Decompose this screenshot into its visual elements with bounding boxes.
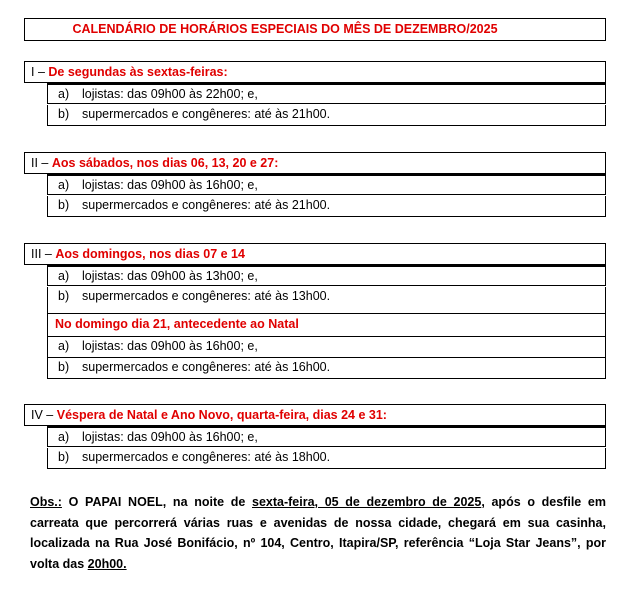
item-letter: a) (58, 339, 70, 353)
item-letter: b) (58, 360, 70, 374)
page-title: CALENDÁRIO DE HORÁRIOS ESPECIAIS DO MÊS DE DEZEMBRO/2025 (24, 18, 606, 41)
list-item (47, 174, 606, 195)
item-letter: b) (58, 289, 70, 303)
section-header-1 (24, 61, 606, 83)
item-text: lojistas: das 09h00 às 16h00; e, (82, 178, 258, 192)
list-item (47, 105, 606, 126)
obs-time: 20h00. (87, 556, 127, 571)
section-label: Aos domingos, nos dias 07 e 14 (55, 247, 245, 261)
list-item (47, 196, 606, 217)
section-label: De segundas às sextas-feiras: (48, 65, 228, 79)
item-letter: a) (58, 178, 70, 192)
item-letter: a) (58, 430, 70, 444)
item-text: supermercados e congêneres: até às 13h00. (82, 289, 331, 303)
item-text: supermercados e congêneres: até às 21h00. (82, 198, 331, 212)
list-item (47, 83, 606, 104)
section-label: Véspera de Natal e Ano Novo, quarta-feira, dias 24 e 31: (56, 408, 387, 422)
section-number: IV – (31, 408, 54, 422)
list-item (47, 448, 606, 469)
list-item (47, 358, 606, 379)
section-header-2 (24, 152, 606, 174)
item-text: supermercados e congêneres: até às 18h00. (82, 450, 331, 464)
section-number: I – (31, 65, 45, 79)
item-text: supermercados e congêneres: até às 16h00. (82, 360, 331, 374)
section-header-3 (24, 243, 606, 265)
list-item (47, 287, 606, 314)
obs-text-1: O PAPAI NOEL, na noite de (61, 495, 252, 509)
section-subheading: No domingo dia 21, antecedente ao Natal (47, 314, 606, 337)
item-text: lojistas: das 09h00 às 13h00; e, (82, 269, 258, 283)
list-item (47, 337, 606, 358)
obs-label: Obs.: (30, 495, 62, 509)
item-text: supermercados e congêneres: até às 21h00. (82, 107, 331, 121)
item-letter: b) (58, 450, 70, 464)
item-letter: b) (58, 107, 70, 121)
item-text: lojistas: das 09h00 às 16h00; e, (82, 430, 258, 444)
obs-date: sexta-feira, 05 de dezembro de 2025 (252, 495, 482, 509)
item-text: lojistas: das 09h00 às 16h00; e, (82, 339, 258, 353)
item-letter: b) (58, 198, 70, 212)
item-letter: a) (58, 269, 70, 283)
section-number: II – (31, 156, 49, 170)
obs-text-2: , após o desfile em carreata que percorrerá várias ruas e avenidas de nossa cidade, chegará em sua casinha, localizada na Rua José Bonifácio, nº 104, Centro, Itapira/SP, referência “Loja Star Jeans”, por volta das (30, 495, 606, 571)
item-text: lojistas: das 09h00 às 22h00; e, (82, 87, 258, 101)
section-number: III – (31, 247, 52, 261)
section-label: Aos sábados, nos dias 06, 13, 20 e 27: (51, 156, 279, 170)
list-item (47, 426, 606, 447)
item-letter: a) (58, 87, 70, 101)
observation-note (30, 492, 606, 574)
list-item (47, 265, 606, 286)
section-header-4 (24, 404, 606, 426)
